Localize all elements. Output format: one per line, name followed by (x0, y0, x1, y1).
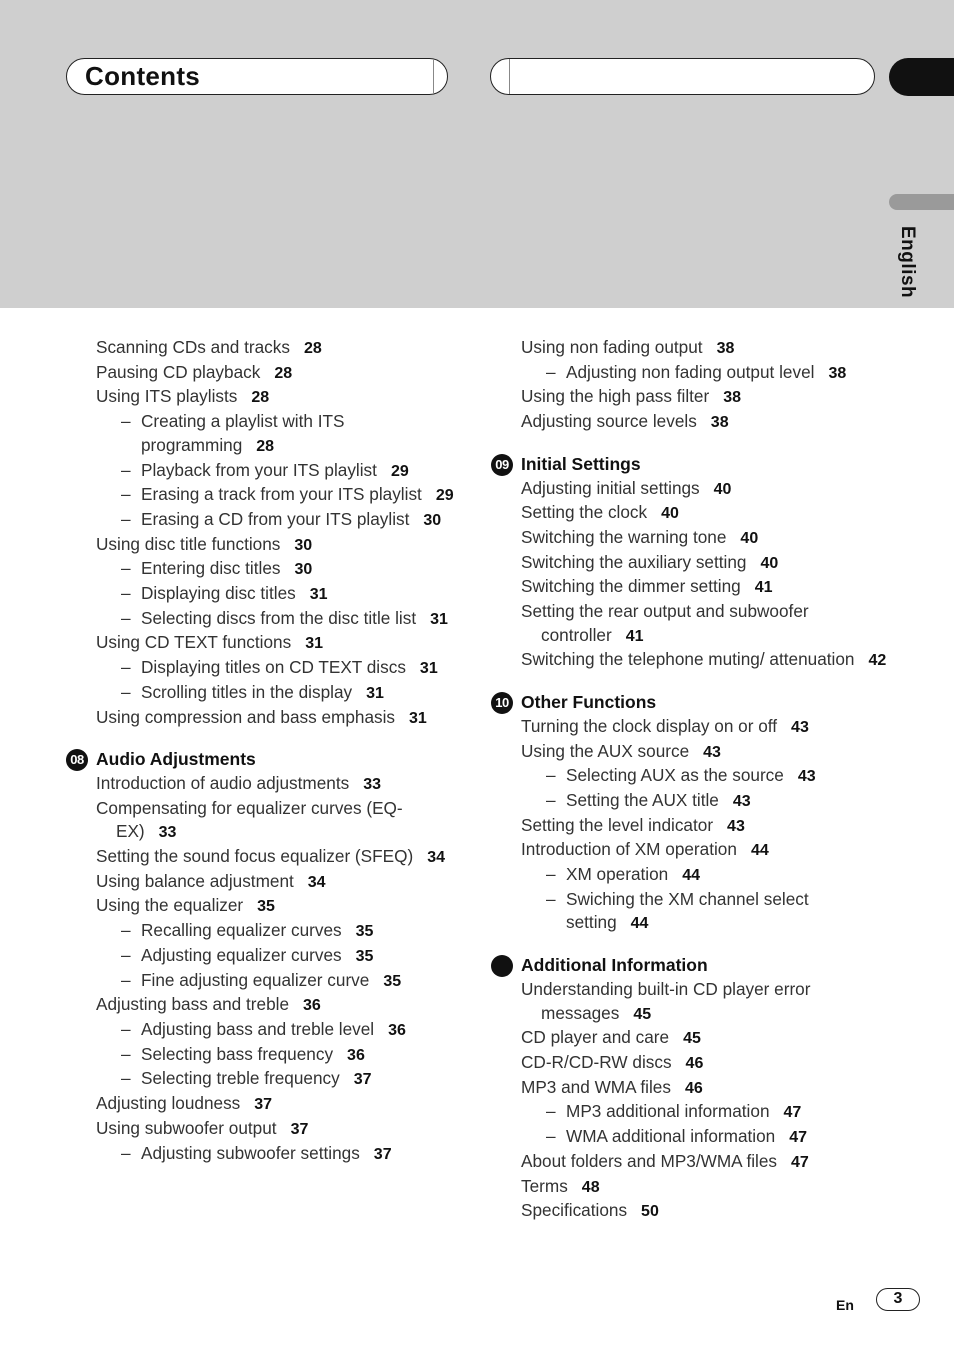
dash-bullet: – (121, 944, 131, 965)
toc-entry-title: Erasing a CD from your ITS playlist (141, 508, 410, 529)
toc-page-number: 33 (158, 824, 177, 842)
dash-bullet: – (121, 607, 131, 628)
toc-section (491, 691, 891, 936)
toc-page-number: 50 (641, 1203, 659, 1221)
toc-page-number: 29 (435, 487, 454, 505)
toc-entry-title: CD player and care (521, 1027, 670, 1048)
toc-entry-title: About folders and MP3/WMA files (521, 1150, 778, 1171)
dash-bullet: – (121, 969, 131, 990)
toc-page-number: 35 (257, 898, 275, 916)
toc-entry-title: Switching the dimmer setting (521, 576, 741, 597)
toc-entry[interactable] (66, 336, 456, 361)
page-title: Contents (85, 61, 201, 91)
dash-bullet: – (546, 888, 556, 909)
toc-entry-title: Using CD TEXT functions (96, 632, 292, 653)
toc-entry[interactable] (66, 508, 456, 533)
toc-page-number: 44 (750, 842, 769, 860)
toc-page-number: 43 (797, 768, 816, 786)
toc-page-number: 44 (682, 867, 701, 885)
toc-right-column (491, 336, 891, 1224)
toc-entry[interactable] (66, 631, 456, 656)
title-box (66, 58, 448, 95)
section-heading-text: Audio Adjustments (96, 749, 256, 770)
toc-entry-title: Introduction of audio adjustments (96, 772, 350, 793)
dash-bullet: – (121, 1142, 131, 1163)
toc-page-number: 35 (355, 947, 374, 965)
toc-entry-title: Creating a playlist with ITS programming (141, 411, 345, 455)
toc-page-number: 42 (868, 652, 887, 670)
toc-entry[interactable] (66, 459, 456, 484)
dash-bullet: – (121, 508, 131, 529)
toc-entry[interactable] (66, 410, 456, 458)
toc-page-number: 43 (791, 718, 809, 736)
dash-bullet: – (121, 484, 131, 505)
toc-page-number: 33 (363, 775, 381, 793)
toc-entry-title: CD-R/CD-RW discs (521, 1051, 672, 1072)
toc-entry-title: Adjusting subwoofer settings (141, 1142, 360, 1163)
title-box-divider (433, 59, 434, 94)
toc-entry-title: Understanding built-in CD player error messages (521, 978, 811, 1023)
toc-entry[interactable] (66, 582, 456, 607)
toc-entry-title: Scrolling titles in the display (141, 681, 353, 702)
toc-entry[interactable] (491, 385, 891, 410)
toc-entry-title: Setting the level indicator (521, 814, 714, 835)
toc-entry[interactable] (491, 789, 891, 814)
dash-bullet: – (121, 411, 131, 432)
language-side-label: English (897, 226, 918, 299)
toc-entry[interactable] (491, 477, 891, 502)
toc-entry-title: Scanning CDs and tracks (96, 337, 290, 357)
toc-left-column (66, 336, 456, 1166)
section-heading-text: Initial Settings (521, 453, 641, 474)
toc-entry-title: Using compression and bass emphasis (96, 706, 396, 727)
toc-entry-title: Adjusting loudness (96, 1093, 241, 1114)
toc-page-number: 31 (305, 635, 323, 653)
toc-entry[interactable] (491, 1100, 891, 1125)
toc-entry-title: WMA additional information (566, 1126, 776, 1147)
toc-page-number: 47 (789, 1129, 808, 1147)
toc-page-number: 35 (383, 972, 402, 990)
toc-page-number: 40 (661, 505, 679, 523)
toc-entry[interactable] (66, 1142, 456, 1167)
toc-page-number: 38 (710, 414, 729, 432)
dash-bullet: – (121, 681, 131, 702)
section-heading (491, 954, 891, 978)
toc-page-number: 30 (294, 536, 313, 554)
section-heading (491, 691, 891, 715)
footer-page-number: 3 (876, 1288, 920, 1311)
toc-page-number: 37 (254, 1096, 273, 1114)
section-heading-text: Additional Information (521, 955, 708, 976)
toc-entry[interactable] (66, 870, 456, 895)
toc-page-number: 36 (388, 1021, 406, 1039)
toc-entry-title: Selecting AUX as the source (566, 765, 784, 786)
toc-entry-title: Using ITS playlists (96, 386, 238, 407)
toc-entry[interactable] (66, 919, 456, 944)
toc-page-number: 29 (390, 462, 409, 480)
toc-page-number: 38 (828, 364, 847, 382)
toc-entry[interactable] (491, 1125, 891, 1150)
toc-entry[interactable] (491, 740, 891, 765)
toc-entry[interactable] (66, 706, 456, 731)
toc-entry-title: Recalling equalizer curves (141, 920, 342, 941)
toc-entry-title: Compensating for equalizer curves (EQ-EX) (96, 797, 403, 842)
toc-page-number: 43 (727, 817, 745, 835)
dash-bullet: – (121, 558, 131, 579)
toc-page-number: 45 (683, 1030, 701, 1048)
toc-entry[interactable] (491, 1150, 891, 1175)
toc-section (491, 453, 891, 673)
section-number-badge: 10 (491, 692, 513, 714)
toc-entry[interactable] (491, 336, 891, 361)
toc-entry[interactable] (491, 978, 891, 1026)
toc-entry[interactable] (66, 894, 456, 919)
dash-bullet: – (121, 920, 131, 941)
toc-page-number: 44 (630, 915, 649, 933)
toc-entry-title: Erasing a track from your ITS playlist (141, 484, 422, 505)
dash-bullet: – (121, 1018, 131, 1039)
toc-entry-title: Adjusting bass and treble level (141, 1018, 375, 1039)
toc-page-number: 31 (419, 660, 438, 678)
dash-bullet: – (121, 459, 131, 480)
header-banner (0, 0, 954, 308)
toc-entry-title: Setting the AUX title (566, 789, 719, 810)
section-number-badge: 09 (491, 454, 513, 476)
toc-entry-title: Pausing CD playback (96, 361, 261, 382)
toc-entry[interactable] (491, 715, 891, 740)
toc-entry[interactable] (66, 681, 456, 706)
toc-page-number: 28 (251, 389, 270, 407)
footer-language: En (836, 1297, 854, 1313)
toc-section (491, 954, 891, 1224)
toc-page-number: 41 (754, 579, 773, 597)
toc-page-number: 46 (685, 1054, 704, 1072)
toc-entry-title: Fine adjusting equalizer curve (141, 969, 370, 990)
toc-page-number: 37 (290, 1120, 309, 1138)
toc-page-number: 47 (783, 1104, 802, 1122)
section-number-badge (491, 955, 513, 977)
blank-header-box (490, 58, 875, 95)
toc-entry-title: Adjusting initial settings (521, 477, 700, 498)
section-heading (491, 453, 891, 477)
toc-entry[interactable] (66, 797, 456, 845)
toc-page-number: 48 (581, 1178, 600, 1196)
toc-entry[interactable] (491, 1051, 891, 1076)
toc-section (66, 748, 456, 1166)
toc-page-number: 41 (625, 627, 644, 645)
toc-entry[interactable] (491, 648, 891, 673)
toc-page-number: 31 (309, 586, 328, 604)
toc-section (491, 336, 891, 435)
toc-entry[interactable] (491, 526, 891, 551)
toc-entry-title: MP3 and WMA files (521, 1076, 671, 1097)
toc-entry[interactable] (491, 1026, 891, 1051)
toc-entry-title: Selecting treble frequency (141, 1068, 340, 1089)
toc-page-number: 43 (703, 743, 721, 761)
toc-entry-title: Selecting bass frequency (141, 1043, 334, 1064)
blank-box-divider (509, 59, 510, 94)
toc-entry[interactable] (66, 969, 456, 994)
toc-entry-title: Displaying disc titles (141, 583, 296, 604)
toc-entry[interactable] (66, 845, 456, 870)
toc-entry[interactable] (66, 772, 456, 797)
toc-entry[interactable] (66, 993, 456, 1018)
toc-entry-title: Using the high pass filter (521, 386, 710, 407)
toc-entry[interactable] (491, 863, 891, 888)
language-tab-bar (889, 194, 954, 210)
toc-page-number: 28 (256, 437, 275, 455)
toc-entry-title: MP3 additional information (566, 1101, 770, 1122)
toc-entry-title: Setting the sound focus equalizer (SFEQ) (96, 846, 414, 867)
toc-page-number: 47 (791, 1153, 809, 1171)
toc-entry[interactable] (491, 1199, 891, 1224)
dash-bullet: – (546, 1101, 556, 1122)
toc-entry[interactable] (66, 1067, 456, 1092)
toc-entry[interactable] (491, 814, 891, 839)
toc-entry[interactable] (66, 557, 456, 582)
toc-entry-title: Specifications (521, 1200, 628, 1221)
toc-entry[interactable] (66, 361, 456, 386)
toc-entry-title: XM operation (566, 864, 669, 885)
toc-entry-title: Using non fading output (521, 337, 703, 357)
toc-page-number: 31 (430, 610, 448, 628)
toc-page-number: 28 (303, 340, 322, 357)
toc-entry-title: Turning the clock display on or off (521, 715, 778, 736)
toc-page-number: 40 (713, 480, 732, 498)
toc-entry[interactable] (491, 410, 891, 435)
section-heading (66, 748, 456, 772)
toc-page-number: 40 (760, 554, 779, 572)
toc-page-number: 36 (347, 1046, 365, 1064)
toc-entry[interactable] (491, 551, 891, 576)
toc-entry-title: Using disc title functions (96, 533, 281, 554)
toc-page-number: 43 (732, 792, 751, 810)
toc-entry-title: Adjusting source levels (521, 411, 697, 432)
toc-entry-title: Adjusting equalizer curves (141, 944, 342, 965)
toc-entry-title: Using the AUX source (521, 740, 690, 761)
toc-entry[interactable] (491, 1076, 891, 1101)
dash-bullet: – (546, 361, 556, 382)
dash-bullet: – (121, 657, 131, 678)
toc-entry-title: Selecting discs from the disc title list (141, 607, 417, 628)
dash-bullet: – (121, 583, 131, 604)
toc-page-number: 36 (303, 997, 321, 1015)
dash-bullet: – (546, 789, 556, 810)
toc-entry[interactable] (66, 944, 456, 969)
toc-page-number: 40 (740, 529, 759, 547)
toc-page-number: 38 (716, 340, 735, 357)
toc-entry[interactable] (491, 361, 891, 386)
toc-page-number: 45 (633, 1005, 652, 1023)
toc-entry-title: Adjusting bass and treble (96, 994, 290, 1015)
toc-entry-title: Entering disc titles (141, 558, 281, 579)
toc-page-number: 37 (373, 1145, 392, 1163)
dash-bullet: – (121, 1068, 131, 1089)
toc-page-number: 31 (409, 709, 427, 727)
toc-entry[interactable] (491, 1175, 891, 1200)
toc-entry[interactable] (66, 385, 456, 410)
toc-entry[interactable] (491, 764, 891, 789)
toc-entry[interactable] (491, 888, 891, 936)
toc-entry-title: Swiching the XM channel select setting (566, 888, 809, 933)
dash-bullet: – (546, 765, 556, 786)
toc-entry[interactable] (66, 1092, 456, 1117)
toc-entry[interactable] (491, 501, 891, 526)
toc-entry-title: Using balance adjustment (96, 870, 294, 891)
section-tab-marker (889, 58, 954, 96)
toc-entry-title: Switching the telephone muting/ attenuation (521, 649, 855, 670)
toc-entry-title: Playback from your ITS playlist (141, 459, 377, 480)
toc-entry[interactable] (66, 1018, 456, 1043)
dash-bullet: – (546, 1126, 556, 1147)
toc-entry-title: Switching the auxiliary setting (521, 551, 747, 572)
toc-entry[interactable] (66, 483, 456, 508)
toc-entry-title: Displaying titles on CD TEXT discs (141, 657, 406, 678)
toc-entry[interactable] (66, 1043, 456, 1068)
toc-entry-title: Terms (521, 1175, 568, 1196)
dash-bullet: – (546, 864, 556, 885)
toc-entry-title: Setting the clock (521, 502, 648, 523)
toc-page-number: 34 (427, 849, 445, 867)
toc-entry-title: Using subwoofer output (96, 1117, 277, 1138)
toc-page-number: 37 (353, 1071, 372, 1089)
toc-page-number: 34 (307, 873, 326, 891)
toc-entry-title: Switching the warning tone (521, 526, 727, 547)
toc-entry[interactable] (66, 607, 456, 632)
section-heading-text: Other Functions (521, 692, 657, 713)
toc-entry[interactable] (491, 838, 891, 863)
toc-page-number: 46 (684, 1079, 703, 1097)
toc-entry[interactable] (66, 533, 456, 558)
toc-page-number: 31 (366, 684, 384, 702)
toc-page-number: 30 (294, 561, 313, 579)
section-number-badge: 08 (66, 749, 88, 771)
toc-page-number: 35 (355, 923, 374, 941)
toc-entry-title: Using the equalizer (96, 895, 244, 916)
toc-page-number: 28 (274, 364, 293, 382)
toc-section (66, 336, 456, 730)
toc-entry[interactable] (66, 656, 456, 681)
toc-entry-title: Adjusting non fading output level (566, 361, 815, 382)
toc-entry-title: Introduction of XM operation (521, 839, 737, 860)
toc-entry[interactable] (491, 600, 891, 648)
toc-page-number: 30 (423, 511, 442, 529)
toc-entry[interactable] (491, 575, 891, 600)
toc-entry[interactable] (66, 1117, 456, 1142)
toc-entry-title: Setting the rear output and subwoofer controller (521, 601, 809, 645)
toc-page-number: 38 (723, 389, 742, 407)
dash-bullet: – (121, 1043, 131, 1064)
